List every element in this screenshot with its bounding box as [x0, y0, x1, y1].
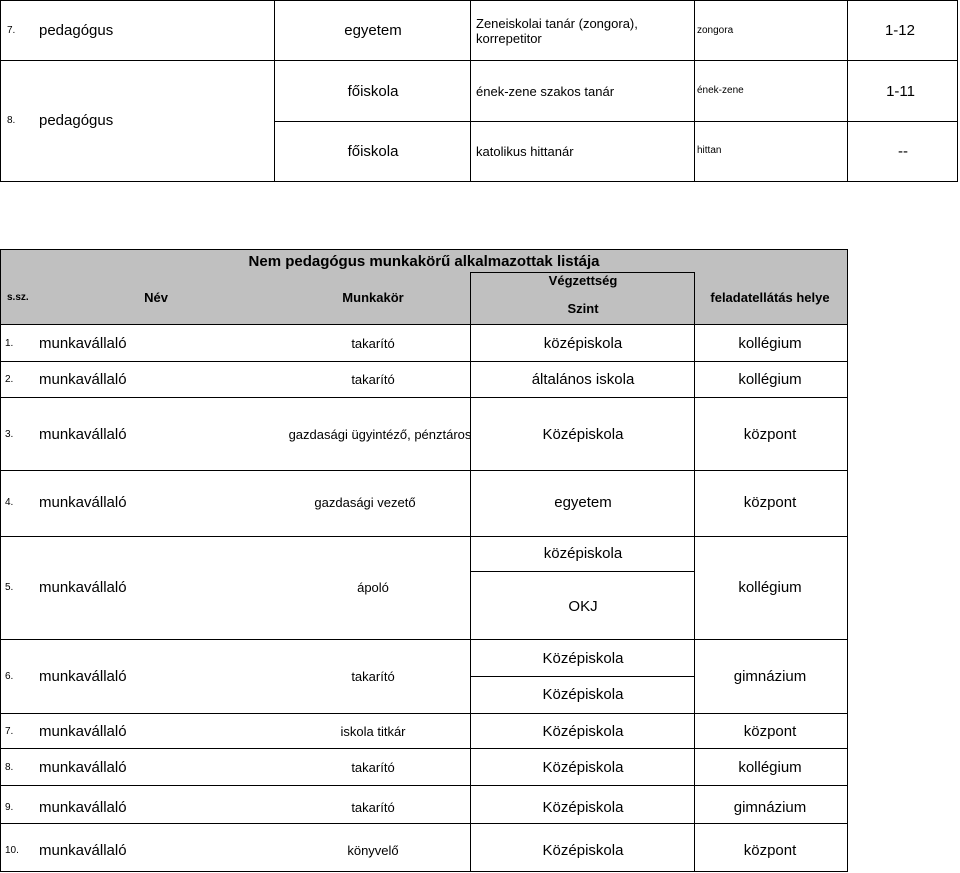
job-cell: gazdasági ügyintéző, pénztáros — [288, 427, 472, 442]
place-cell: gimnázium — [733, 668, 807, 685]
grid-line — [0, 0, 958, 1]
grid-line — [0, 0, 1, 182]
level-cell: Középiskola — [542, 650, 624, 667]
grid-line — [694, 0, 695, 182]
row-number: 6. — [5, 671, 14, 682]
level-cell: egyetem — [344, 22, 402, 39]
level-cell: főiskola — [347, 143, 399, 160]
row-number: 1. — [5, 338, 14, 349]
job-cell: takarító — [351, 800, 395, 815]
subject-cell: ének-zene — [697, 85, 744, 96]
job-cell: takarító — [351, 669, 395, 684]
table-title: Nem pedagógus munkakörű alkalmazottak listája — [248, 253, 600, 270]
level-cell: Középiskola — [542, 759, 624, 776]
subject-cell: zongora — [697, 25, 734, 36]
level-cell: Középiskola — [542, 842, 624, 859]
level-cell: OKJ — [568, 598, 598, 615]
name-cell: munkavállaló — [39, 371, 127, 388]
level-cell: Középiskola — [542, 686, 624, 703]
job-cell: takarító — [351, 372, 395, 387]
place-cell: központ — [743, 494, 797, 511]
place-cell: kollégium — [738, 371, 802, 388]
grid-line — [0, 785, 848, 786]
job-cell: takarító — [351, 336, 395, 351]
grid-line — [847, 0, 848, 182]
level-cell: Középiskola — [542, 799, 624, 816]
name-cell: munkavállaló — [39, 799, 127, 816]
grid-line — [0, 470, 848, 471]
grid-line — [0, 823, 848, 824]
grades-cell: -- — [898, 143, 908, 160]
role-cell: pedagógus — [39, 112, 114, 129]
grid-line — [470, 272, 471, 872]
role-cell: pedagógus — [39, 22, 114, 39]
name-cell: munkavállaló — [39, 668, 127, 685]
name-cell: munkavállaló — [39, 579, 127, 596]
header-level: Szint — [567, 301, 599, 316]
position-cell: korrepetitor — [476, 31, 542, 46]
level-cell: egyetem — [554, 494, 612, 511]
row-number: 9. — [5, 802, 14, 813]
place-cell: gimnázium — [733, 799, 807, 816]
name-cell: munkavállaló — [39, 494, 127, 511]
place-cell: központ — [743, 842, 797, 859]
row-number: 7. — [5, 726, 14, 737]
grid-line — [470, 676, 694, 677]
position-cell: Zeneiskolai tanár (zongora), — [476, 16, 638, 31]
job-cell: iskola titkár — [340, 724, 406, 739]
grid-line — [0, 249, 848, 250]
place-cell: kollégium — [738, 335, 802, 352]
row-number: 8. — [5, 762, 14, 773]
grid-line — [694, 272, 695, 872]
level-cell: főiskola — [347, 83, 399, 100]
row-number: 10. — [5, 845, 19, 856]
grid-line — [0, 748, 848, 749]
grid-line — [470, 571, 694, 572]
grid-line — [0, 871, 848, 872]
place-cell: központ — [743, 426, 797, 443]
job-cell: takarító — [351, 760, 395, 775]
grid-line — [0, 536, 848, 537]
grid-line — [274, 121, 958, 122]
job-cell: könyvelő — [347, 843, 399, 858]
position-cell: ének-zene szakos tanár — [476, 84, 615, 99]
grid-line — [0, 713, 848, 714]
grid-line — [0, 181, 958, 182]
row-number: 8. — [7, 115, 16, 126]
grid-line — [0, 324, 848, 325]
grid-line — [0, 361, 848, 362]
place-cell: kollégium — [738, 579, 802, 596]
header-education: Végzettség — [548, 273, 618, 288]
name-cell: munkavállaló — [39, 723, 127, 740]
position-cell: katolikus hittanár — [476, 144, 574, 159]
row-number: 7. — [7, 25, 16, 36]
header-job: Munkakör — [342, 290, 404, 305]
row-number: 3. — [5, 429, 14, 440]
grid-line — [274, 0, 275, 182]
grid-line — [0, 397, 848, 398]
row-number: 4. — [5, 497, 14, 508]
level-cell: középiskola — [543, 545, 623, 562]
grid-line — [957, 0, 958, 182]
header-place: feladatellátás helye — [710, 290, 830, 305]
row-number: 2. — [5, 374, 14, 385]
grid-line — [470, 0, 471, 182]
name-cell: munkavállaló — [39, 842, 127, 859]
place-cell: központ — [743, 723, 797, 740]
grades-cell: 1-12 — [884, 22, 915, 39]
level-cell: Középiskola — [542, 723, 624, 740]
grid-line — [847, 249, 848, 872]
header-number: s.sz. — [7, 292, 29, 303]
level-cell: Középiskola — [542, 426, 624, 443]
header-name: Név — [144, 290, 168, 305]
job-cell: ápoló — [357, 580, 389, 595]
name-cell: munkavállaló — [39, 759, 127, 776]
place-cell: kollégium — [738, 759, 802, 776]
grid-line — [0, 249, 1, 872]
job-cell: gazdasági vezető — [314, 495, 416, 510]
level-cell: középiskola — [543, 335, 623, 352]
row-number: 5. — [5, 582, 14, 593]
grades-cell: 1-11 — [886, 83, 915, 100]
grid-line — [0, 60, 958, 61]
subject-cell: hittan — [697, 145, 722, 156]
name-cell: munkavállaló — [39, 426, 127, 443]
level-cell: általános iskola — [531, 371, 635, 388]
name-cell: munkavállaló — [39, 335, 127, 352]
grid-line — [0, 639, 848, 640]
